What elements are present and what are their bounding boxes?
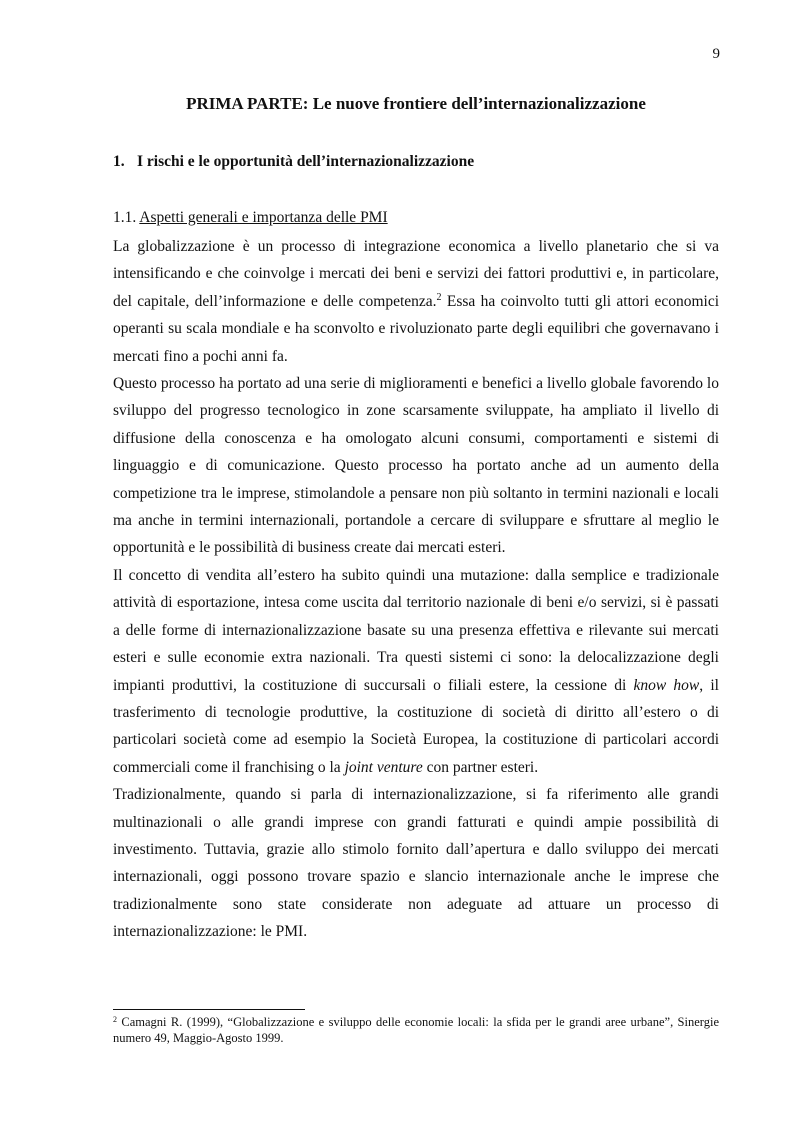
paragraph-3-text: Il concetto di vendita all’estero ha subito quindi una mutazione: dalla semplice e tradizionale attività di esportazione, intesa come uscita dal territorio nazionale di beni e/o servizi, si è passati a delle forme di internazionalizzazione basate su una presenza effettiva e rilevante sui mercati esteri e sulle economie extra nazionali. Tra questi sistemi ci sono: la delocalizzazione degli impianti produttivi, la costituzione di succursali o filiali estere, la cessione di bbox=[113, 566, 719, 694]
section-heading bbox=[113, 209, 388, 227]
paragraph-4: Tradizionalmente, quando si parla di internazionalizzazione, si fa riferimento alle grandi multinazionali o alle grandi imprese con grandi fatturati e quindi ampie possibilità di investimento. Tuttavia, grazie allo stimolo fornito dall’apertura e dallo sviluppo dei mercati internazionali, oggi possono trovare spazio e slancio internazionale anche le imprese che tradizionalmente sono state considerate non adeguate ad attuare un processo di internazionalizzazione: le PMI. bbox=[113, 786, 719, 941]
footnote-reference[interactable]: 2 bbox=[436, 291, 442, 303]
footnote bbox=[113, 1014, 719, 1046]
paragraph-1-text-cont: Essa ha coinvolto tutti gli attori economici operanti su scala mondiale e ha sconvolto e rivoluzionato parte degli equilibri che governavano i mercati fino a pochi anni fa. bbox=[113, 292, 720, 365]
part-title: PRIMA PARTE: Le nuove frontiere dell’internazionalizzazione bbox=[186, 94, 646, 113]
chapter-heading bbox=[113, 153, 474, 171]
chapter-number: 1. bbox=[113, 153, 125, 170]
page-number: 9 bbox=[712, 46, 720, 62]
section-title: Aspetti generali e importanza delle PMI bbox=[139, 209, 388, 226]
paragraph-3-text-cont: , il trasferimento di tecnologie produttive, la costituzione di società di diritto all’estero o di particolari società come ad esempio la Società Europea, la costituzione di particolari accordi commerciali come il franchising o la bbox=[113, 676, 719, 776]
footnote-divider bbox=[113, 1009, 305, 1010]
italic-term-joint-venture: joint venture bbox=[344, 758, 423, 776]
paragraph-2: Questo processo ha portato ad una serie di miglioramenti e benefici a livello globale favorendo lo sviluppo del progresso tecnologico in zone scarsamente sviluppate, ha ampliato il livello di diffusione della conoscenza e ha omologato alcuni consumi, comportamenti e sistemi di linguaggio e di comunicazione. Questo processo ha portato anche ad un aumento della competizione tra le imprese, stimolandole a pensare non più soltanto in termini nazionali e locali ma anche in termini internazionali, portandole a cercare di sviluppare e sfruttare al meglio le opportunità e le possibilità di business create dai mercati esteri. bbox=[113, 375, 719, 557]
chapter-title: I rischi e le opportunità dell’internazionalizzazione bbox=[137, 153, 475, 170]
paragraph-3-text-end: con partner esteri. bbox=[422, 758, 539, 776]
footnote-number: 2 bbox=[113, 1015, 117, 1024]
paragraph-3 bbox=[113, 562, 719, 781]
italic-term-know-how: know how bbox=[633, 676, 700, 694]
paragraph-1 bbox=[113, 233, 719, 370]
paragraph-1-text: La globalizzazione è un processo di integrazione economica a livello planetario che si va intensificando e che coinvolge i mercati dei beni e servizi dei fattori produttivi e, in particolare, del capitale, dell’informazione e delle competenza. bbox=[113, 238, 719, 310]
body-text bbox=[113, 233, 719, 946]
footnote-text: Camagni R. (1999), “Globalizzazione e sviluppo delle economie locali: la sfida per le grandi aree urbane”, Sinergie numero 49, Maggio-Agosto 1999. bbox=[113, 1015, 719, 1045]
section-number: 1.1. bbox=[113, 209, 137, 226]
